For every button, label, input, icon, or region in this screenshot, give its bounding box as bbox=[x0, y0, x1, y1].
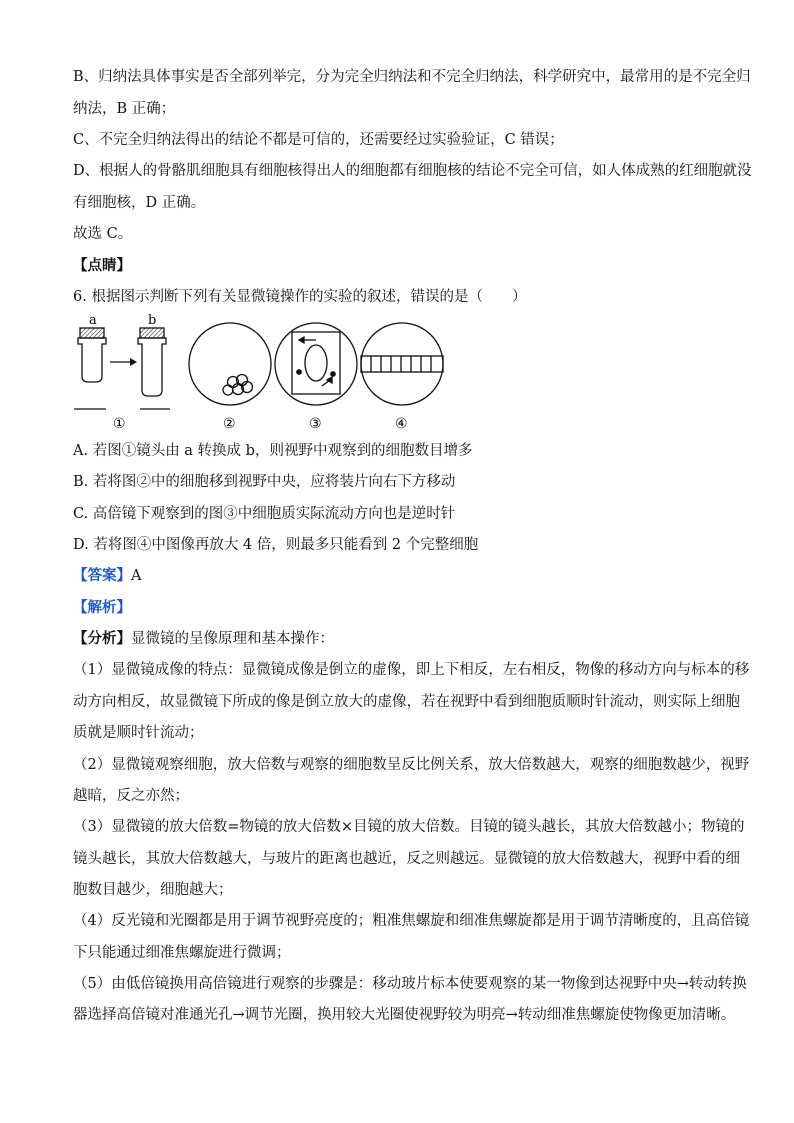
fenxi-text: 显微镜的呈像原理和基本操作： bbox=[131, 631, 334, 647]
text-line: C、不完全归纳法得出的结论不都是可信的，还需要经过实验验证，C 错误； bbox=[73, 132, 564, 148]
text-line: 纳法，B 正确； bbox=[73, 101, 176, 117]
fenxi-line bbox=[73, 629, 723, 649]
text-line: 故选 C。 bbox=[73, 226, 133, 242]
label-b: b bbox=[148, 314, 157, 328]
analysis-line: （3）显微镜的放大倍数=物镜的放大倍数×目镜的放大倍数。目镜的镜头越长，其放大倍数越小；物镜的 bbox=[73, 819, 745, 835]
microscope-figure bbox=[70, 314, 450, 432]
field-of-view-2 bbox=[189, 323, 271, 405]
analysis-line: 动方向相反，故显微镜下所成的像是倒立放大的虚像，若在视野中看到细胞质顺时针流动，则实际上细胞 bbox=[73, 694, 740, 710]
analysis-line: 质就是顺时针流动； bbox=[73, 725, 204, 741]
option-d: D. 若将图④中图像再放大 4 倍，则最多只能看到 2 个完整细胞 bbox=[73, 537, 479, 553]
question-stem: 6. 根据图示判断下列有关显微镜操作的实验的叙述，错误的是（ ） bbox=[73, 289, 527, 305]
answer-value: A bbox=[131, 568, 142, 584]
analysis-line: 胞数目越少，细胞越大； bbox=[73, 882, 233, 898]
arrow-a-to-b bbox=[110, 358, 137, 366]
text-line: 有细胞核，D 正确。 bbox=[73, 195, 206, 211]
fenxi-label: 【分析】 bbox=[73, 630, 131, 647]
option-b: B. 若将图②中的细胞移到视野中央，应将装片向右下方移动 bbox=[73, 474, 456, 490]
analysis-line: 下只能通过细准焦螺旋进行微调； bbox=[73, 945, 291, 961]
analysis-line: 器选择高倍镜对准通光孔→调节光圈，换用较大光圈使视野较为明亮→转动细准焦螺旋使物像更加清晰。 bbox=[73, 1007, 736, 1023]
objective-lens-b bbox=[138, 328, 166, 396]
answer-line bbox=[73, 566, 723, 586]
label-a: a bbox=[89, 314, 97, 328]
analysis-line: 越暗，反之亦然； bbox=[73, 788, 189, 804]
answer-label: 【答案】 bbox=[73, 567, 131, 584]
text-line: D、根据人的骨骼肌细胞具有细胞核得出人的细胞都有细胞核的结论不完全可信，如人体成熟的红细胞就没 bbox=[73, 163, 752, 179]
text-line: B、归纳法具体事实是否全部列举完，分为完全归纳法和不完全归纳法，科学研究中，最常用的是不完全归 bbox=[73, 69, 751, 85]
analysis-line: （5）由低倍镜换用高倍镜进行观察的步骤是：移动玻片标本使要观察的某一物像到达视野中央→转动转换 bbox=[73, 976, 747, 992]
analysis-label: 【解析】 bbox=[73, 599, 131, 616]
option-c: C. 高倍镜下观察到的图③中细胞质实际流动方向也是逆时针 bbox=[73, 506, 456, 522]
objective-lens-a bbox=[78, 328, 106, 382]
analysis-line: 镜头越长，其放大倍数越大，与玻片的距离也越近，反之则越远。显微镜的放大倍数越大，视野中看的细 bbox=[73, 851, 740, 867]
option-a: A. 若图①镜头由 a 转换成 b，则视野中观察到的细胞数目增多 bbox=[73, 443, 473, 459]
caption-3: ③ bbox=[309, 416, 322, 432]
caption-1: ① bbox=[113, 416, 126, 432]
analysis-line: （4）反光镜和光圈都是用于调节视野亮度的；粗准焦螺旋和细准焦螺旋都是用于调节清晰度的，且高倍镜 bbox=[73, 913, 750, 929]
analysis-line: （2）显微镜观察细胞，放大倍数与观察的细胞数呈反比例关系，放大倍数越大，观察的细胞数越少，视野 bbox=[73, 757, 750, 773]
caption-2: ② bbox=[223, 416, 236, 432]
field-of-view-4 bbox=[361, 323, 443, 405]
analysis-line: （1）显微镜成像的特点：显微镜成像是倒立的虚像，即上下相反，左右相反，物像的移动方向与标本的移 bbox=[73, 662, 750, 678]
field-of-view-3 bbox=[275, 323, 357, 405]
caption-4: ④ bbox=[395, 416, 408, 432]
dianjing-label: 【点睛】 bbox=[73, 257, 131, 274]
